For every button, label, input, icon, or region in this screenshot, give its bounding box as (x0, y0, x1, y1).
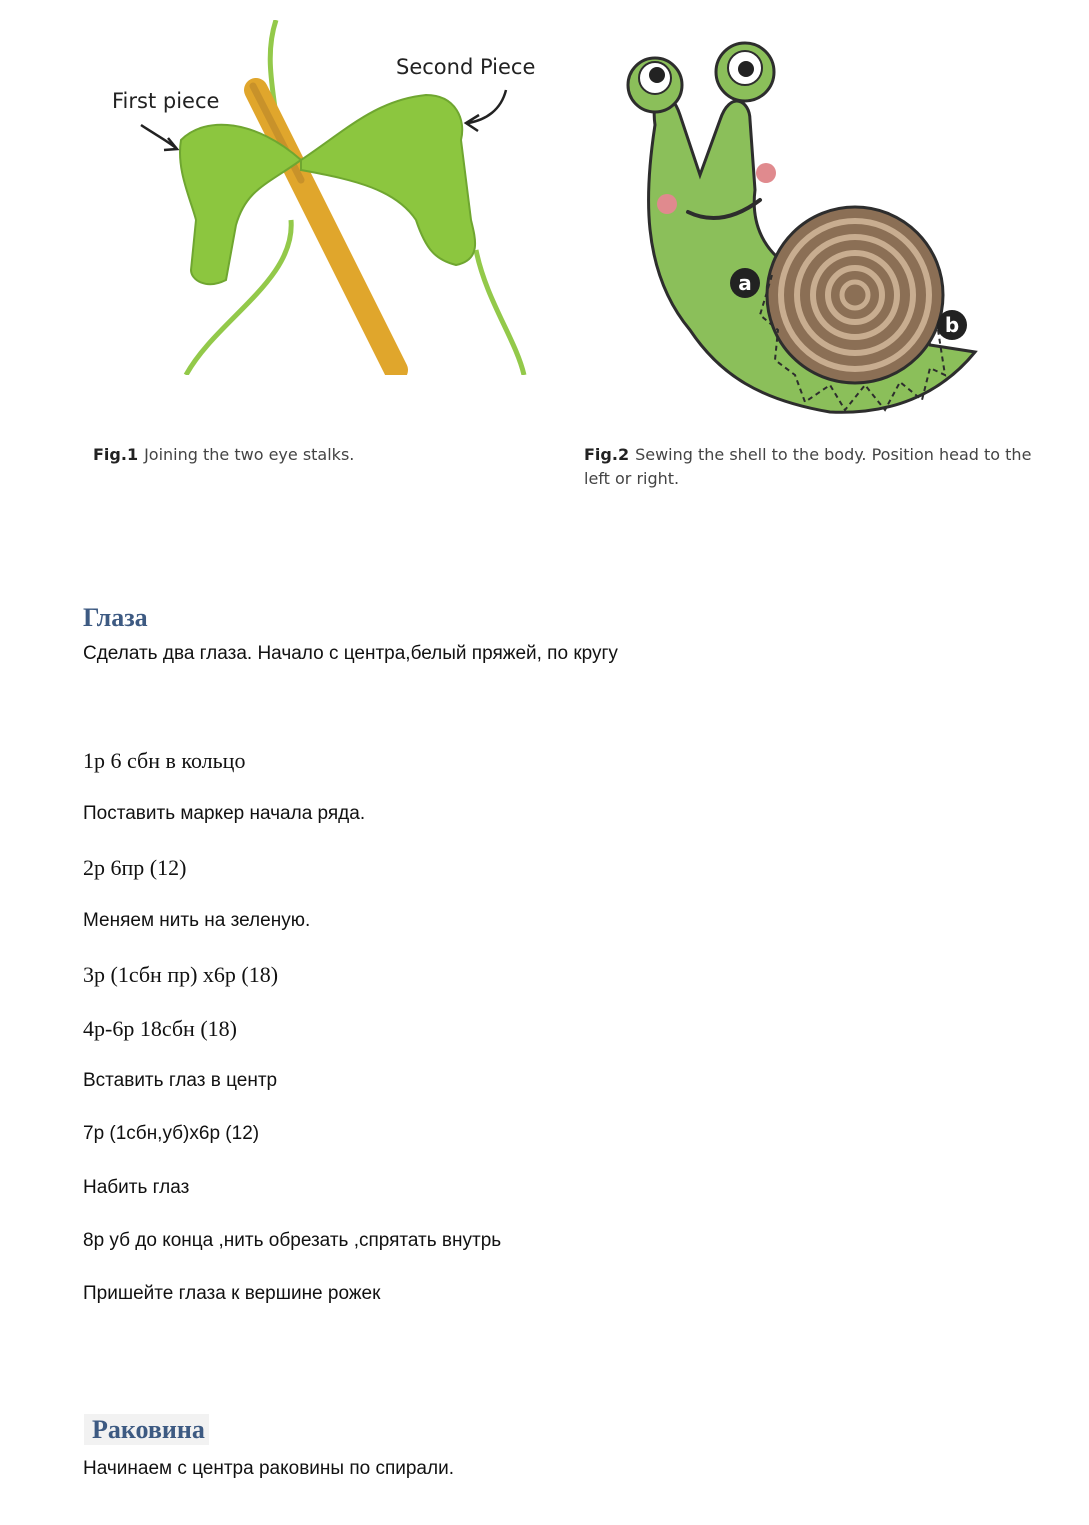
fig1-caption (93, 443, 553, 467)
yarn-tail-right (476, 250, 524, 375)
eyes-step-2: Поставить маркер начала ряда. (83, 803, 366, 824)
snail-shell (767, 207, 943, 383)
snail-cheek-left (657, 194, 677, 214)
eyes-step-4: Меняем нить на зеленую. (83, 910, 311, 931)
section-title-shell: Раковина (84, 1414, 209, 1445)
eyes-intro: Сделать два глаза. Начало с центра,белый пряжей, по кругу (83, 643, 618, 664)
eyes-step-9: Набить глаз (83, 1177, 190, 1198)
eyes-step-7: Вставить глаз в центр (83, 1070, 278, 1091)
fig2-snail-illustration (600, 30, 1000, 420)
eyes-step-5: 3р (1сбн пр) х6р (18) (83, 962, 279, 987)
eyes-step-10: 8р уб до конца ,нить обрезать ,спрятать внутрь (83, 1230, 502, 1251)
svg-text:a: a (738, 271, 752, 295)
eyes-step-6: 4р-6р 18сбн (18) (83, 1016, 237, 1041)
eyes-step-8: 7р (1сбн,уб)х6р (12) (83, 1123, 260, 1144)
eyes-step-1: 1р 6 сбн в кольцо (83, 748, 246, 773)
arrow-first-icon (141, 125, 176, 148)
fig1-photo (96, 20, 566, 375)
fig1-caption-text: Joining the two eye stalks. (144, 445, 355, 464)
eyes-step-3: 2р 6пр (12) (83, 855, 187, 880)
svg-text:b: b (944, 313, 960, 337)
label-first-piece: First piece (112, 89, 220, 113)
label-second-piece: Second Piece (396, 55, 536, 79)
snail-cheek-right (756, 163, 776, 183)
shell-intro: Начинаем с центра раковины по спирали. (83, 1458, 454, 1479)
fig2-caption-text: Sewing the shell to the body. Position head to the left or right. (584, 445, 1032, 488)
fig1-caption-number: Fig.1 (93, 445, 139, 464)
eyes-step-11: Пришейте глаза к вершине рожек (83, 1283, 381, 1304)
fig2-caption-number: Fig.2 (584, 445, 630, 464)
section-title-eyes: Глаза (83, 603, 148, 632)
fig2-caption (584, 443, 1054, 491)
